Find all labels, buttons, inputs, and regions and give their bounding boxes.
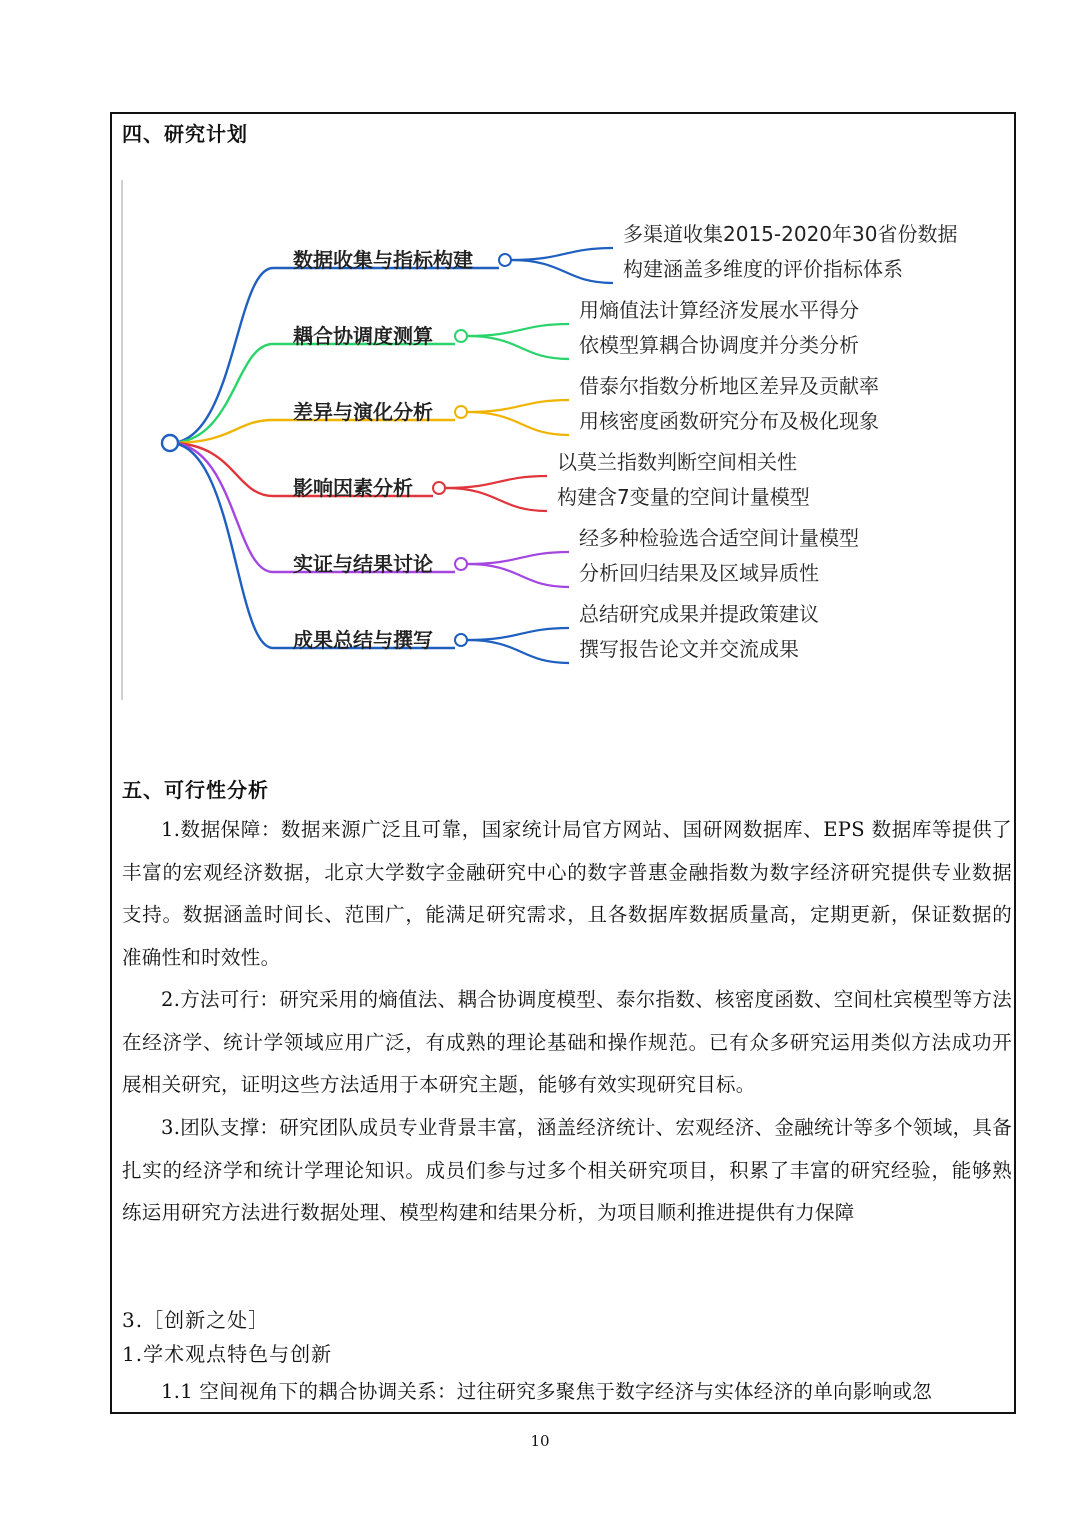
- mind-map-leaf-edge: [445, 476, 547, 488]
- paragraph-spatial-perspective: 1.1 空间视角下的耦合协调关系：过往研究多聚焦于数字经济与实体经济的单向影响或忽: [161, 1380, 933, 1403]
- mind-map-branch-label: 耦合协调度测算: [293, 324, 433, 348]
- paragraph-team-support: 3.团队支撑：研究团队成员专业背景丰富，涵盖经济统计、宏观经济、金融统计等多个领域，具备扎实的经济学和统计学理论知识。成员们参与过多个相关研究项目，积累了丰富的研究经验，能够熟练运用研究方法进行数据处理、模型构建和结果分析，为项目顺利推进提供有力保障: [122, 1116, 1012, 1224]
- mind-map-leaf-edge: [467, 640, 569, 663]
- subsection-title-academic-views: 1.学术观点特色与创新: [122, 1342, 333, 1366]
- mind-map-branch-label: 成果总结与撰写: [293, 628, 433, 652]
- mind-map-leaf-label: 多渠道收集2015-2020年30省份数据: [623, 222, 958, 246]
- mind-map-leaf-label: 借泰尔指数分析地区差异及贡献率: [579, 374, 879, 398]
- mind-map-leaf-edge: [467, 336, 569, 359]
- mind-map-edge: [170, 344, 455, 443]
- mind-map-leaf-edge: [445, 488, 547, 511]
- mind-map-leaf-label: 以莫兰指数判断空间相关性: [557, 450, 797, 474]
- mind-map-branch-label: 影响因素分析: [293, 476, 413, 500]
- mind-map-leaf-label: 构建含7变量的空间计量模型: [557, 485, 810, 509]
- mind-map-leaf-edge: [467, 412, 569, 435]
- section-title-innovation: 3.［创新之处］: [122, 1308, 270, 1332]
- mind-map-leaf-edge: [467, 564, 569, 587]
- mind-map-branch-node: [455, 330, 467, 342]
- paragraph-data-guarantee: 1.数据保障：数据来源广泛且可靠，国家统计局官方网站、国研网数据库、EPS 数据库等提供了丰富的宏观经济数据，北京大学数字金融研究中心的数字普惠金融指数为数字经济研究提供专业数据支持。数据涵盖时间长、范围广，能满足研究需求，且各数据库数据质量高，定期更新，保证数据的准确性和时效性。: [122, 818, 1012, 969]
- mind-map-leaf-label: 分析回归结果及区域异质性: [579, 561, 819, 585]
- mind-map-branch-label: 数据收集与指标构建: [293, 248, 473, 272]
- mind-map-leaf-edge: [511, 248, 613, 260]
- content-frame: [110, 112, 1016, 1414]
- mind-map-leaf-label: 构建涵盖多维度的评价指标体系: [623, 257, 903, 281]
- mind-map-edge: [170, 443, 455, 648]
- section-title-feasibility: 五、可行性分析: [122, 778, 269, 802]
- mind-map-branch-node: [455, 634, 467, 646]
- mind-map-leaf-label: 总结研究成果并提政策建议: [579, 602, 819, 626]
- mind-map-leaf-edge: [467, 324, 569, 336]
- mind-map-branch-label: 差异与演化分析: [293, 400, 433, 424]
- mind-map: [120, 180, 1010, 700]
- mind-map-leaf-label: 撰写报告论文并交流成果: [579, 637, 799, 661]
- mind-map-branch-node: [433, 482, 445, 494]
- mind-map-leaf-label: 依模型算耦合协调度并分类分析: [579, 333, 859, 357]
- mind-map-leaf-edge: [467, 552, 569, 564]
- mind-map-branch-node: [499, 254, 511, 266]
- mind-map-leaf-edge: [511, 260, 613, 283]
- page-number: 10: [530, 1432, 550, 1450]
- section-title-research-plan: 四、研究计划: [122, 122, 248, 146]
- paragraph-method-feasibility: 2.方法可行：研究采用的熵值法、耦合协调度模型、泰尔指数、核密度函数、空间杜宾模型等方法在经济学、统计学领域应用广泛，有成熟的理论基础和操作规范。已有众多研究运用类似方法成功开展相关研究，证明这些方法适用于本研究主题，能够有效实现研究目标。: [122, 988, 1012, 1096]
- mind-map-root-node: [162, 435, 178, 451]
- mind-map-leaf-label: 用熵值法计算经济发展水平得分: [579, 298, 859, 322]
- mind-map-leaf-edge: [467, 628, 569, 640]
- mind-map-leaf-label: 经多种检验选合适空间计量模型: [579, 526, 859, 550]
- mind-map-leaf-label: 用核密度函数研究分布及极化现象: [579, 409, 879, 433]
- mind-map-leaf-edge: [467, 400, 569, 412]
- mind-map-branch-node: [455, 406, 467, 418]
- mind-map-branch-label: 实证与结果讨论: [293, 552, 433, 576]
- mind-map-branch-node: [455, 558, 467, 570]
